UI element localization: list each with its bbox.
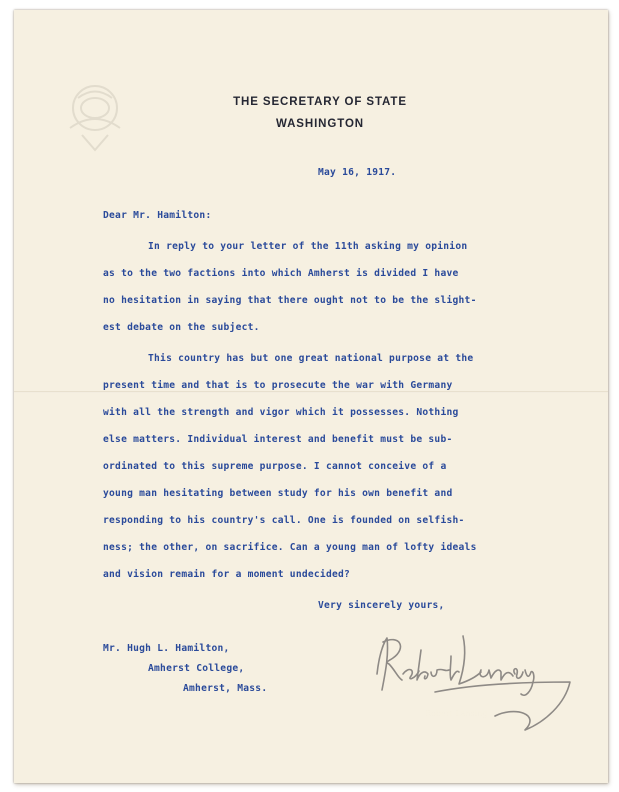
handwritten-signature [365,626,575,741]
body-line: no hesitation in saying that there ought not to be the slight- [103,295,477,306]
body-line: This country has but one great national purpose at the [148,353,474,364]
body-line: responding to his country's call. One is founded on selfish- [103,515,465,526]
salutation: Dear Mr. Hamilton: [103,210,212,221]
embossed-seal-icon [60,80,130,160]
closing: Very sincerely yours, [318,600,445,611]
body-line: else matters. Individual interest and benefit must be sub- [103,434,453,445]
body-line: est debate on the subject. [103,322,260,333]
body-line: with all the strength and vigor which it possesses. Nothing [103,407,459,418]
address-line: Amherst College, [148,663,245,674]
paper-fold [14,391,608,393]
letter-date: May 16, 1917. [318,167,397,178]
letterhead-title: THE SECRETARY OF STATE [233,96,407,108]
body-line: ness; the other, on sacrifice. Can a young man of lofty ideals [103,542,477,553]
letterhead-city: WASHINGTON [275,118,364,130]
body-line: and vision remain for a moment undecided? [103,569,351,580]
address-line: Mr. Hugh L. Hamilton, [103,643,230,654]
body-line: young man hesitating between study for his own benefit and [103,488,453,499]
address-line: Amherst, Mass. [183,683,268,694]
body-line: as to the two factions into which Amherst is divided I have [103,268,459,279]
body-line: present time and that is to prosecute the war with Germany [103,380,453,391]
signature-text: Robert Lansing [425,709,488,718]
body-line: ordinated to this supreme purpose. I cannot conceive of a [103,461,447,472]
body-line: In reply to your letter of the 11th asking my opinion [148,241,468,252]
